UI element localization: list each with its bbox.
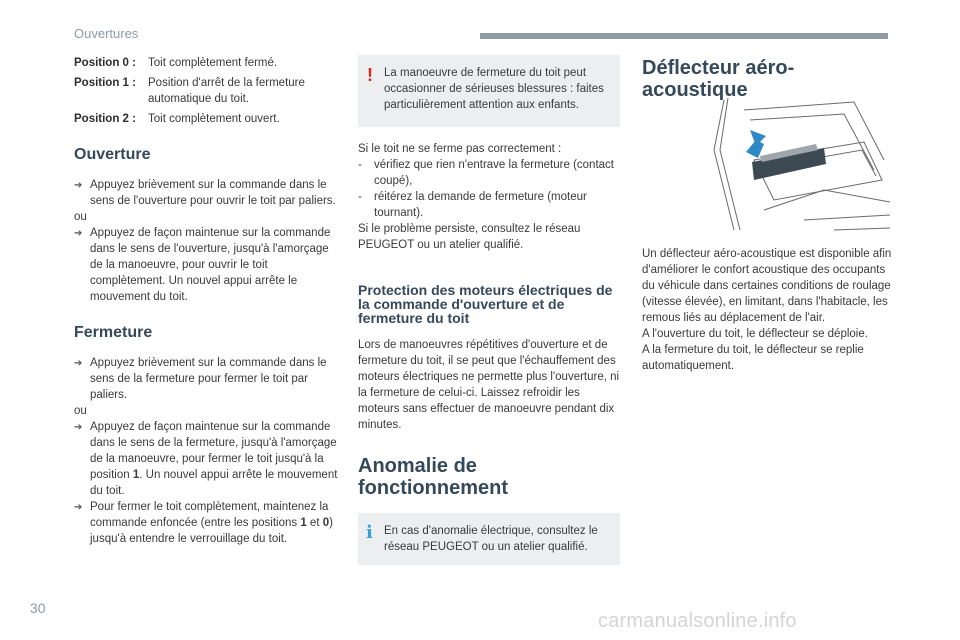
- position-1-label: Position 1 :: [74, 77, 136, 89]
- ouverture-bullet-1: ➔ Appuyez brièvement sur la commande dans le sens de l'ouverture pour ouvrir le toit par paliers.: [74, 179, 336, 207]
- fermeture-bullet-2: ➔ Appuyez de façon maintenue sur la commande dans le sens de la fermeture, jusqu'à l'amorçage de la manoeuvre, pour fermer le toit jusqu'à la position 1. Un nouvel appui arrête le mouvement du toit.: [74, 421, 338, 497]
- bullet-arrow-icon: ➔: [74, 502, 83, 513]
- ouverture-bullet-2: ➔ Appuyez de façon maintenue sur la commande dans le sens de l'ouverture, jusqu'à l'amorçage de la manoeuvre, pour ouvrir le toit complètement. Un nouvel appui arrête le mouvement du toit.: [74, 227, 331, 303]
- deploy-arrow-icon: [746, 130, 766, 158]
- deflecteur-text: [642, 246, 894, 374]
- column-left: [74, 55, 344, 547]
- warning-exclamation-icon: !: [367, 65, 373, 85]
- protection-heading: Protection des moteurs électriques de la commande d'ouverture et de fermeture du toit: [358, 282, 613, 326]
- ouverture-or: ou: [74, 211, 87, 223]
- deflecteur-paragraph-2: A l'ouverture du toit, le déflecteur se déploie.: [642, 328, 868, 340]
- position-2-text: Toit complètement ouvert.: [148, 113, 280, 125]
- close-issue-dash-1: - vérifiez que rien n'entrave la fermeture (contact coupé),: [358, 159, 614, 187]
- bullet-arrow-icon: ➔: [74, 180, 83, 191]
- warning-text: La manoeuvre de fermeture du toit peut occasionner de sérieuses blessures : faites particulièrement attention aux enfants.: [384, 67, 604, 111]
- watermark: carmanualsonline.info: [598, 610, 797, 632]
- position-2-label: Position 2 :: [74, 113, 136, 125]
- bullet-arrow-icon: ➔: [74, 358, 83, 369]
- position-0-label: Position 0 :: [74, 57, 136, 69]
- bullet-arrow-icon: ➔: [74, 228, 83, 239]
- deflecteur-heading: Déflecteur aéro-acoustique: [642, 57, 795, 101]
- close-issue-intro: Si le toit ne se ferme pas correctement :: [358, 143, 562, 155]
- info-icon: i: [366, 522, 373, 543]
- warning-box: [358, 55, 620, 127]
- info-text: En cas d'anomalie électrique, consultez le réseau PEUGEOT ou un atelier qualifié.: [384, 525, 598, 553]
- fermeture-bullet-3: ➔ Pour fermer le toit complètement, maintenez la commande enfoncée (entre les positions 1 et 0) jusqu'à entendre le verrouillage du toit.: [74, 501, 333, 545]
- protection-body: Lors de manoeuvres répétitives d'ouverture et de fermeture du toit, il se peut que l'échauffement des moteurs électriques ne permette plus l'ouverture, ni la fermeture de celui-ci. Laissez refroidir les moteurs sans effectuer de manoeuvre pendant dix minutes.: [358, 339, 620, 431]
- close-issue-outro: Si le problème persiste, consultez le réseau PEUGEOT ou un atelier qualifié.: [358, 223, 581, 251]
- position-0-row: [74, 55, 344, 71]
- fermeture-heading: Fermeture: [74, 324, 153, 341]
- deflecteur-paragraph-3: A la fermeture du toit, le déflecteur se replie automatiquement.: [642, 344, 864, 372]
- deflector-illustration: [704, 90, 890, 240]
- anomalie-heading: Anomalie de fonctionnement: [358, 455, 508, 499]
- fermeture-bullet-1: ➔ Appuyez brièvement sur la commande dans le sens de la fermeture pour fermer le toit par paliers.: [74, 357, 327, 401]
- bullet-arrow-icon: ➔: [74, 422, 83, 433]
- position-1-text: Position d'arrêt de la fermeture automatique du toit.: [148, 77, 305, 105]
- column-middle: [358, 55, 620, 565]
- deflecteur-paragraph-1: Un déflecteur aéro-acoustique est disponible afin d'améliorer le confort acoustique des occupants du véhicule dans certaines conditions de roulage (vitesse élevée), en limitant, dans l'habitacle, les remous liés au déplacement de l'air.: [642, 248, 892, 324]
- page-number: 30: [30, 600, 46, 616]
- close-issue-dash-2: - réitérez la demande de fermeture (moteur tournant).: [358, 191, 587, 219]
- position-2-row: [74, 111, 344, 127]
- info-box: [358, 513, 620, 565]
- header-section-title: Ouvertures: [74, 26, 139, 41]
- fermeture-or: ou: [74, 405, 87, 417]
- header-bar: [480, 33, 888, 39]
- ouverture-heading: Ouverture: [74, 146, 151, 163]
- position-0-text: Toit complètement fermé.: [148, 57, 278, 69]
- position-1-row: [74, 75, 344, 107]
